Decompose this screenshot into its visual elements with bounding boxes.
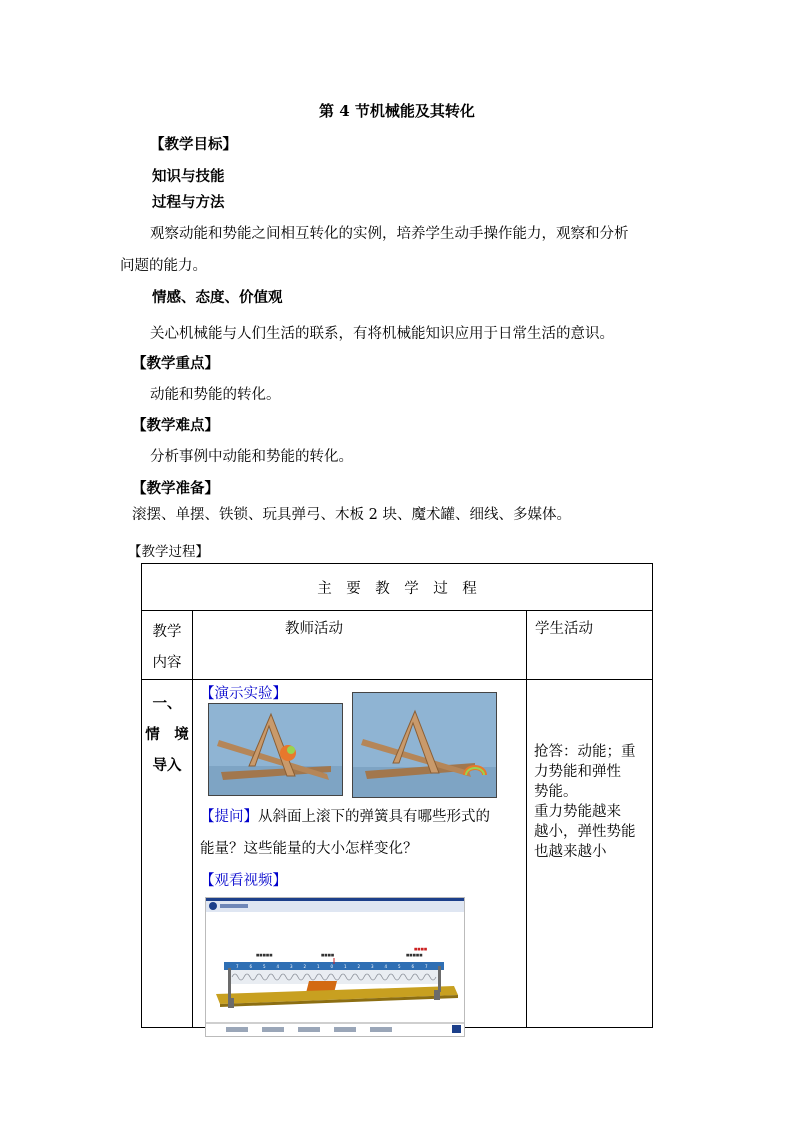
scale-number: 7 [236, 964, 239, 969]
student-line-4: 重力势能越来 [534, 804, 621, 820]
student-line-3: 势能。 [534, 784, 578, 800]
scale-number: 4 [384, 964, 388, 969]
question-label: 【提问】 [200, 809, 258, 825]
demo-label: 【演示实验】 [200, 686, 287, 702]
table-header: 主 要 教 学 过 程 [142, 564, 653, 611]
col-teacher-header: 教师活动 [193, 611, 527, 680]
scale-number: 0 [330, 964, 334, 969]
row1-topic-line1: 一、 [152, 695, 182, 712]
row1-topic [142, 680, 193, 1028]
scale-number: 2 [303, 964, 307, 969]
process-text-line1: 观察动能和势能之间相互转化的实例，培养学生动手操作能力，观察和分析 [150, 226, 629, 242]
row1-student-cell [527, 680, 653, 1028]
student-line-1: 抢答：动能；重 [534, 744, 636, 760]
demo-photo-1-illustration [209, 704, 342, 795]
spring-oscillator-illustration [206, 898, 464, 1036]
scale-number: 1 [317, 964, 320, 969]
scale-number: 1 [344, 964, 347, 969]
row1-topic-line2: 情 境 [145, 726, 189, 743]
difficulty-text: 分析事例中动能和势能的转化。 [150, 449, 353, 465]
video-label: 【观看视频】 [200, 873, 287, 889]
emotion-text: 关心机械能与人们生活的联系，有将机械能知识应用于日常生活的意识。 [150, 326, 614, 342]
svg-text:■■■■■: ■■■■■ [256, 953, 273, 957]
key-heading: 【教学重点】 [132, 355, 219, 372]
scale-number: 7 [425, 964, 428, 969]
row1-topic-line3: 导入 [152, 757, 182, 774]
process-label: 【教学过程】 [128, 544, 209, 560]
scale-number: 3 [290, 964, 293, 969]
prep-heading: 【教学准备】 [132, 480, 219, 497]
goal-heading: 【教学目标】 [150, 136, 237, 153]
knowledge-heading: 知识与技能 [152, 168, 225, 185]
col-content-header-line2: 内容 [152, 655, 182, 671]
student-line-2: 力势能和弹性 [534, 764, 621, 780]
question-line1 [200, 805, 490, 826]
scale-numbers [236, 964, 428, 969]
emotion-heading: 情感、态度、价值观 [152, 289, 283, 306]
scale-number: 3 [371, 964, 374, 969]
svg-text:■■■■: ■■■■ [414, 947, 428, 951]
process-heading: 过程与方法 [152, 194, 225, 211]
video-screenshot[interactable] [205, 897, 465, 1037]
col-student-header: 学生活动 [527, 611, 653, 680]
scale-number: 5 [398, 964, 401, 969]
difficulty-heading: 【教学难点】 [132, 417, 219, 434]
col-content-header-line1: 教学 [152, 624, 182, 640]
scale-number: 6 [411, 964, 415, 969]
demo-photo-2 [352, 692, 497, 798]
svg-text:■■■■■: ■■■■■ [406, 953, 423, 957]
scale-number: 4 [276, 964, 280, 969]
question-text-line1: 从斜面上滚下的弹簧具有哪些形式的 [258, 809, 490, 825]
student-line-5: 越小，弹性势能 [534, 824, 636, 840]
process-text-line2: 问题的能力。 [120, 258, 207, 274]
scale-number: 5 [263, 964, 266, 969]
scale-number: 2 [357, 964, 361, 969]
question-text-line2: 能量？这些能量的大小怎样变化？ [200, 841, 418, 857]
page-title: 第 4 节机械能及其转化 [319, 102, 475, 120]
svg-text:■■■■: ■■■■ [321, 953, 335, 957]
scale-number: 6 [249, 964, 253, 969]
col-content-header [142, 611, 193, 680]
prep-text: 滚摆、单摆、铁锁、玩具弹弓、木板 2 块、魔术罐、细线、多媒体。 [132, 507, 571, 523]
student-line-6: 也越来越小 [534, 844, 607, 860]
demo-photo-2-illustration [353, 693, 496, 797]
key-text: 动能和势能的转化。 [150, 387, 281, 403]
demo-photo-1 [208, 703, 343, 796]
